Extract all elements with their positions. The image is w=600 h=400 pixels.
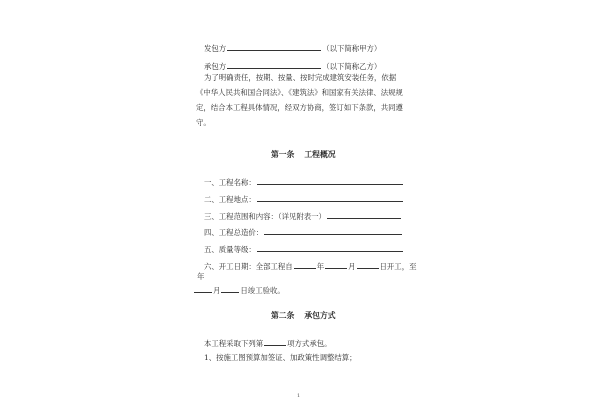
employer-label: 发包方 <box>204 44 227 53</box>
article2-option-1: 1、按施工图预算加签证、加政策性调整结算； <box>204 353 357 362</box>
start-year-blank <box>294 260 316 269</box>
employer-note: （以下简称甲方） <box>322 44 382 53</box>
contractor-blank <box>227 60 321 69</box>
start-month-label: 月 <box>348 262 356 271</box>
page-number: 1 <box>297 393 301 399</box>
item-project-name <box>204 176 404 188</box>
contractor-line <box>204 60 381 72</box>
item-project-cost <box>204 226 403 238</box>
end-year-label: 年 <box>197 272 205 281</box>
project-scope-blank <box>327 210 401 219</box>
item-quality-grade <box>204 243 404 255</box>
item-project-scope-label: 三、工程范围和内容：（详见附表一） <box>204 212 326 221</box>
item-schedule <box>204 260 416 272</box>
start-text: 日开工，至 <box>379 262 417 271</box>
preamble-line-2: 《中华人民共和国合同法》、《建筑法》和国家有关法律、法规规 <box>196 88 403 97</box>
start-month-blank <box>325 260 347 269</box>
item-project-location <box>204 193 404 205</box>
end-year-line <box>197 272 204 282</box>
item-project-scope <box>204 210 402 222</box>
article2-intro-suffix: 项方式承包。 <box>287 339 332 348</box>
project-location-blank <box>257 193 403 202</box>
employer-line <box>204 42 381 54</box>
article2-number: 第二条 <box>271 311 295 320</box>
preamble-line-4: 守。 <box>196 118 211 127</box>
preamble-line-1: 为了明确责任，按期、按量、按时完成建筑安装任务，依据 <box>204 73 397 82</box>
start-year-label: 年 <box>316 262 325 271</box>
article1-heading <box>271 150 336 160</box>
article2-intro <box>204 337 332 349</box>
contractor-note: （以下简称乙方） <box>322 62 382 71</box>
end-month-label: 月 <box>213 286 221 295</box>
project-name-blank <box>257 176 403 185</box>
end-month-blank <box>194 284 212 293</box>
article2-intro-prefix: 本工程采取下列第 <box>204 339 264 348</box>
article1-title: 工程概况 <box>304 150 336 159</box>
start-day-blank <box>357 260 379 269</box>
end-day-blank <box>221 284 239 293</box>
project-cost-blank <box>264 226 402 235</box>
preamble-line-3: 定，结合本工程具体情况，经双方协商，签订如下条款，共同遵 <box>196 103 403 112</box>
article2-title: 承包方式 <box>304 311 336 320</box>
quality-grade-blank <box>257 243 403 252</box>
item-project-location-label: 二、工程地点： <box>204 195 256 204</box>
item-project-name-label: 一、工程名称： <box>204 178 256 187</box>
item-project-cost-label: 四、工程总造价： <box>204 228 264 237</box>
completion-line <box>193 284 285 296</box>
completion-text: 日竣工验收。 <box>240 286 285 295</box>
contractor-label: 承包方 <box>204 62 227 71</box>
method-number-blank <box>264 337 286 346</box>
item-quality-grade-label: 五、质量等级： <box>204 245 256 254</box>
employer-blank <box>227 42 321 51</box>
schedule-prefix: 六、开工日期：全部工程自 <box>204 262 293 271</box>
article2-heading <box>271 311 336 321</box>
article1-number: 第一条 <box>271 150 295 159</box>
